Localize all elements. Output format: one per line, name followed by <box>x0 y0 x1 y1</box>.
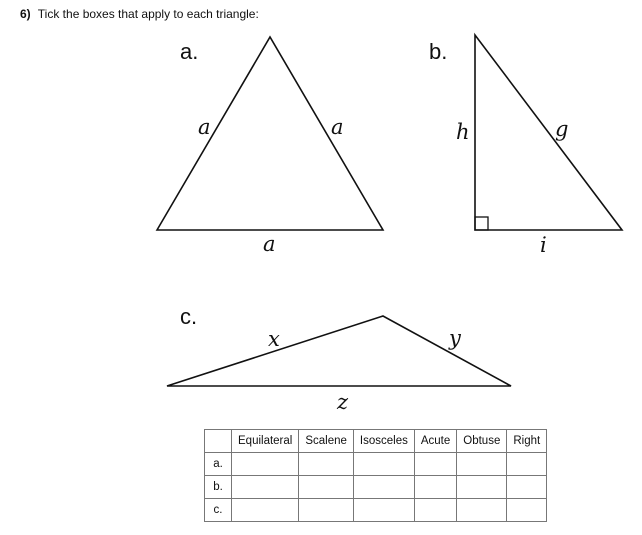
table-header-row <box>205 430 547 453</box>
row-header: a. <box>205 453 232 476</box>
table-row <box>205 476 547 499</box>
tick-box[interactable] <box>414 476 456 499</box>
column-header: Obtuse <box>457 430 507 453</box>
triangle-a-shape <box>157 37 383 230</box>
tick-box[interactable] <box>232 499 299 522</box>
question-number: 6) <box>20 7 31 21</box>
tick-box[interactable] <box>507 476 547 499</box>
column-header: Equilateral <box>232 430 299 453</box>
tick-box[interactable] <box>457 499 507 522</box>
tick-box[interactable] <box>353 453 414 476</box>
table-corner-cell <box>205 430 232 453</box>
triangle-c-label: c. <box>180 304 198 329</box>
triangle-a-side-bottom: a <box>263 232 276 256</box>
triangle-c <box>167 304 511 414</box>
table-row <box>205 453 547 476</box>
tick-box[interactable] <box>299 476 354 499</box>
column-header: Isosceles <box>353 430 414 453</box>
triangle-b-side-g: g <box>555 117 569 141</box>
table-row <box>205 499 547 522</box>
triangle-c-side-x: x <box>268 327 280 351</box>
tick-box[interactable] <box>507 499 547 522</box>
column-header: Acute <box>414 430 456 453</box>
column-header: Right <box>507 430 547 453</box>
tick-box[interactable] <box>353 499 414 522</box>
tick-box[interactable] <box>353 476 414 499</box>
row-header: b. <box>205 476 232 499</box>
triangle-c-side-y: y <box>449 326 461 350</box>
triangle-c-side-z: z <box>337 390 349 414</box>
tick-box[interactable] <box>414 453 456 476</box>
triangle-a-side-left: a <box>198 115 211 139</box>
triangle-b-side-h: h <box>456 120 470 144</box>
right-angle-marker <box>475 217 488 230</box>
triangle-b-shape <box>475 35 622 230</box>
column-header: Scalene <box>299 430 354 453</box>
tick-box[interactable] <box>457 476 507 499</box>
triangle-a-side-right: a <box>331 115 344 139</box>
tick-box[interactable] <box>232 453 299 476</box>
tick-box[interactable] <box>414 499 456 522</box>
tick-box[interactable] <box>457 453 507 476</box>
triangle-a-label: a. <box>180 39 199 64</box>
classification-table <box>204 429 547 522</box>
triangle-b-label: b. <box>429 39 448 64</box>
triangle-a <box>157 37 383 256</box>
tick-box[interactable] <box>299 453 354 476</box>
row-header: c. <box>205 499 232 522</box>
triangle-b <box>429 35 622 257</box>
tick-box[interactable] <box>507 453 547 476</box>
tick-box[interactable] <box>299 499 354 522</box>
tick-box[interactable] <box>232 476 299 499</box>
triangle-b-side-i: i <box>540 233 547 257</box>
question-text: Tick the boxes that apply to each triangle: <box>37 7 259 21</box>
